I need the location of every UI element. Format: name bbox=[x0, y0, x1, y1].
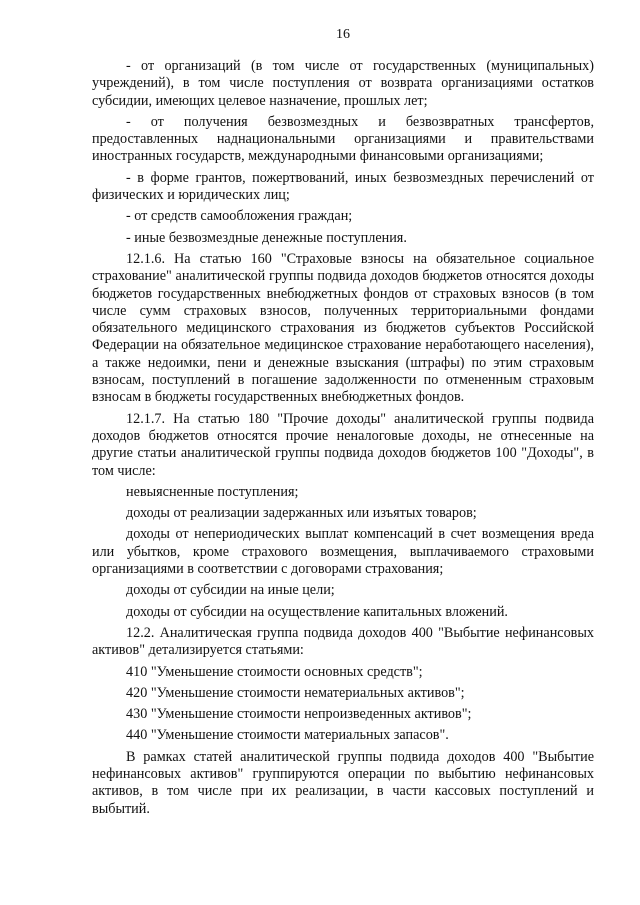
paragraph: доходы от реализации задержанных или изъятых товаров; bbox=[126, 505, 477, 522]
paragraph: 12.2. Аналитическая группа подвида доходов 400 "Выбытие нефинансовых активов" детализируется статьями: bbox=[92, 624, 594, 659]
paragraph: невыясненные поступления; bbox=[126, 483, 299, 500]
paragraph: 420 "Уменьшение стоимости нематериальных активов"; bbox=[126, 684, 465, 701]
paragraph: 410 "Уменьшение стоимости основных средств"; bbox=[126, 663, 423, 680]
paragraph: - от организаций (в том числе от государственных (муниципальных) учреждений), в том числе поступления от возврата организациями остатков субсидии, имеющих целевое назначение, прошлых лет; bbox=[92, 58, 594, 109]
paragraph: - от получения безвозмездных и безвозвратных трансфертов, предоставленных наднациональными организациями и правительствами иностранных государств, международными финансовыми организациями; bbox=[92, 113, 594, 165]
document-body bbox=[92, 58, 594, 818]
paragraph: В рамках статей аналитической группы подвида доходов 400 "Выбытие нефинансовых активов" группируются операции по выбытию нефинансовых активов, в том числе при их реализации, в части кассовых поступлений и выбытий. bbox=[92, 748, 594, 817]
paragraph: 440 "Уменьшение стоимости материальных запасов". bbox=[126, 727, 449, 744]
paragraph: - от средств самообложения граждан; bbox=[126, 208, 353, 225]
paragraph: 12.1.6. На статью 160 "Страховые взносы на обязательное социальное страхование" аналитической группы подвида доходов бюджетов относятся доходы бюджетов государственных внебюджетных фондов от страховых взносов (в том числе сумм страховых взносов, полученных территориальными фондами обязательного медицинского страхования из бюджетов субъектов Российской Федерации на обязательное медицинское страхование неработающего населения), а также недоимки, пени и денежные взыскания (штрафы) по этим страховым взносам, поступлений в погашение задолженности по отмененным страховым взносам в бюджеты государственных внебюджетных фондов. bbox=[92, 250, 594, 406]
paragraph: доходы от субсидии на осуществление капитальных вложений. bbox=[126, 603, 508, 620]
paragraph: - в форме грантов, пожертвований, иных безвозмездных перечислений от физических и юридических лиц; bbox=[92, 169, 594, 204]
paragraph: 430 "Уменьшение стоимости непроизведенных активов"; bbox=[126, 706, 472, 723]
page-number: 16 bbox=[336, 27, 350, 42]
paragraph: доходы от субсидии на иные цели; bbox=[126, 582, 335, 599]
paragraph: - иные безвозмездные денежные поступления. bbox=[126, 229, 407, 246]
paragraph: доходы от непериодических выплат компенсаций в счет возмещения вреда или убытков, кроме страхового возмещения, выплачиваемого страховыми организациями в соответствии с договорами страхования; bbox=[92, 526, 594, 578]
paragraph: 12.1.7. На статью 180 "Прочие доходы" аналитической группы подвида доходов бюджетов относятся прочие неналоговые доходы, не отнесенные на другие статьи аналитической группы подвида доходов бюджетов 100 "Доходы", в том числе: bbox=[92, 410, 594, 479]
